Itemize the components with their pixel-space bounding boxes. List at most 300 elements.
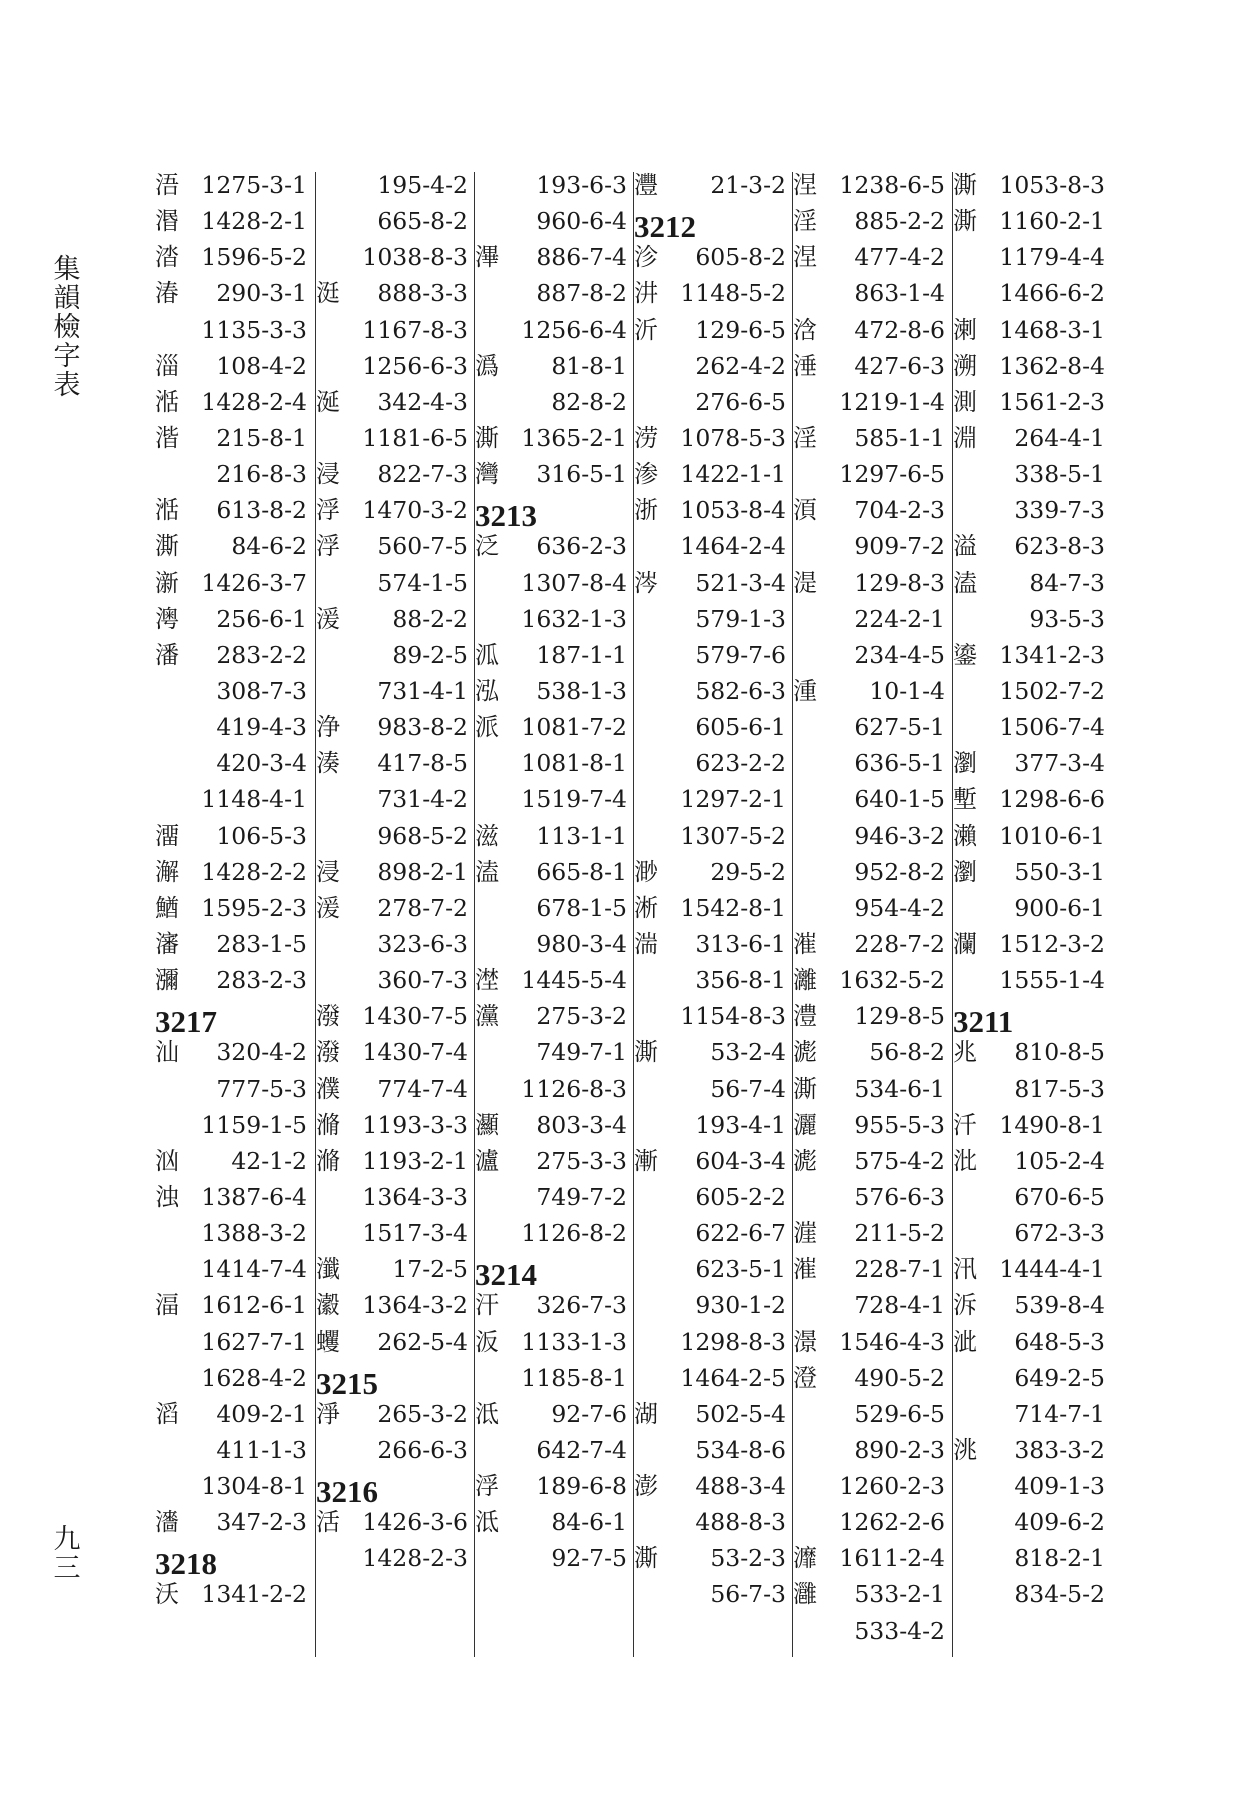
index-entry: [634, 780, 786, 816]
entry-character: 灖: [793, 1544, 817, 1573]
entry-reference: 339-7-3: [1014, 496, 1105, 525]
entry-reference: 1595-2-3: [201, 893, 307, 922]
entry-reference: 627-5-1: [854, 713, 945, 742]
index-entry: [475, 1395, 627, 1431]
index-entry: [316, 925, 468, 961]
index-entry: [953, 817, 1105, 853]
entry-character: 渺: [634, 857, 658, 886]
index-entry: [793, 1178, 945, 1214]
entry-reference: 1148-4-1: [201, 785, 307, 814]
entry-reference: 411-1-3: [216, 1435, 307, 1464]
entry-reference: 613-8-2: [216, 496, 307, 525]
entry-character: 汛: [953, 1255, 977, 1284]
index-entry: [953, 383, 1105, 419]
entry-reference: 56-8-2: [869, 1038, 945, 1067]
entry-character: 淫: [793, 207, 817, 236]
index-entry: [155, 636, 307, 672]
entry-reference: 1490-8-1: [999, 1110, 1105, 1139]
section-header: [953, 997, 1105, 1040]
entry-character: 泜: [475, 1508, 499, 1537]
index-entry: [793, 1467, 945, 1503]
entry-reference: 42-1-2: [231, 1146, 307, 1175]
entry-reference: 1555-1-4: [999, 966, 1105, 995]
entry-reference: 670-6-5: [1014, 1182, 1105, 1211]
index-entry: [634, 1467, 786, 1503]
entry-reference: 579-1-3: [695, 604, 786, 633]
entry-character: 淨: [316, 1399, 340, 1428]
entry-character: 灑: [793, 1110, 817, 1139]
index-entry: [793, 238, 945, 274]
entry-character: 涝: [634, 423, 658, 452]
index-entry: [155, 1503, 307, 1539]
entry-character: 漄: [793, 1219, 817, 1248]
index-entry: [475, 1503, 627, 1539]
entry-reference: 228-7-2: [854, 929, 945, 958]
entry-character: 濮: [316, 1074, 340, 1103]
entry-character: 沂: [634, 315, 658, 344]
entry-character: 汫: [634, 279, 658, 308]
entry-character: 滋: [475, 821, 499, 850]
index-entry: [316, 997, 468, 1033]
entry-reference: 420-3-4: [216, 749, 307, 778]
entry-character: 滮: [793, 1038, 817, 1067]
entry-character: 泜: [475, 1399, 499, 1428]
entry-reference: 749-7-2: [536, 1182, 627, 1211]
index-entry: [634, 853, 786, 889]
index-entry: [155, 347, 307, 383]
entry-reference: 313-6-1: [695, 929, 786, 958]
index-entry: [155, 1323, 307, 1359]
entry-character: 灣: [475, 460, 499, 489]
entry-character: 兆: [953, 1038, 977, 1067]
index-entry: [634, 1575, 786, 1611]
entry-reference: 81-8-1: [551, 351, 627, 380]
index-entry: [316, 744, 468, 780]
entry-reference: 605-6-1: [695, 713, 786, 742]
index-entry: [634, 491, 786, 527]
entry-reference: 84-6-1: [551, 1508, 627, 1537]
entry-reference: 1219-1-4: [839, 387, 945, 416]
index-entry: [155, 600, 307, 636]
index-entry: [634, 1286, 786, 1322]
entry-character: 汹: [155, 1146, 179, 1175]
index-entry: [793, 455, 945, 491]
entry-character: 灉: [793, 1580, 817, 1609]
index-entry: [953, 1323, 1105, 1359]
entry-reference: 1628-4-2: [201, 1363, 307, 1392]
index-entry: [475, 1431, 627, 1467]
entry-reference: 954-4-2: [854, 893, 945, 922]
entry-reference: 427-6-3: [854, 351, 945, 380]
index-entry: [155, 202, 307, 238]
entry-character: 浯: [155, 171, 179, 199]
index-entry: [634, 527, 786, 563]
index-entry: [953, 889, 1105, 925]
index-entry: [155, 1142, 307, 1178]
entry-character: 塹: [953, 785, 977, 814]
entry-reference: 704-2-3: [854, 496, 945, 525]
entry-reference: 714-7-1: [1014, 1399, 1105, 1428]
index-entry: [793, 997, 945, 1033]
entry-character: 湏: [793, 496, 817, 525]
entry-reference: 623-5-1: [695, 1255, 786, 1284]
index-entry: [316, 1250, 468, 1286]
index-entry: [634, 636, 786, 672]
entry-reference: 129-8-5: [854, 1002, 945, 1031]
index-entry: [634, 564, 786, 600]
entry-reference: 642-7-4: [536, 1435, 627, 1464]
entry-reference: 1341-2-3: [999, 640, 1105, 669]
entry-character: 滔: [155, 1399, 179, 1428]
index-entry: [793, 311, 945, 347]
entry-character: 瀸: [316, 1255, 340, 1284]
index-entry: [793, 744, 945, 780]
entry-reference: 1193-2-1: [362, 1146, 468, 1175]
entry-character: 蠼: [316, 1327, 340, 1356]
index-entry: [793, 889, 945, 925]
index-entry: [953, 1286, 1105, 1322]
index-entry: [155, 419, 307, 455]
entry-reference: 275-3-3: [536, 1146, 627, 1175]
index-entry: [475, 564, 627, 600]
entry-reference: 262-5-4: [377, 1327, 468, 1356]
entry-character: 涅: [793, 171, 817, 199]
entry-reference: 320-4-2: [216, 1038, 307, 1067]
entry-character: 瀰: [155, 966, 179, 995]
entry-reference: 1422-1-1: [680, 460, 786, 489]
entry-reference: 649-2-5: [1014, 1363, 1105, 1392]
index-entry: [316, 1395, 468, 1431]
entry-reference: 10-1-4: [869, 676, 945, 705]
entry-reference: 1081-7-2: [521, 713, 627, 742]
entry-character: 湜: [793, 568, 817, 597]
index-entry: [155, 1033, 307, 1069]
index-entry: [475, 238, 627, 274]
entry-character: 澎: [634, 1472, 658, 1501]
entry-reference: 1167-8-3: [362, 315, 468, 344]
entry-reference: 534-8-6: [695, 1435, 786, 1464]
index-entry: [155, 564, 307, 600]
index-entry: [475, 708, 627, 744]
entry-reference: 574-1-5: [377, 568, 468, 597]
index-entry: [475, 1323, 627, 1359]
index-entry: [793, 1359, 945, 1395]
index-entry: [953, 274, 1105, 310]
entry-character: 瀫: [316, 1291, 340, 1320]
index-entry: [316, 1539, 468, 1575]
entry-reference: 265-3-2: [377, 1399, 468, 1428]
index-entry: [316, 853, 468, 889]
index-entry: [316, 1323, 468, 1359]
index-entry: [793, 527, 945, 563]
entry-reference: 1307-5-2: [680, 821, 786, 850]
entry-reference: 342-4-3: [377, 387, 468, 416]
entry-reference: 1275-3-1: [201, 171, 307, 199]
entry-reference: 731-4-1: [377, 676, 468, 705]
index-entry: [634, 1323, 786, 1359]
entry-character: 鎏: [953, 640, 977, 669]
index-entry: [475, 383, 627, 419]
index-entry: [475, 780, 627, 816]
entry-reference: 521-3-4: [695, 568, 786, 597]
entry-reference: 360-7-3: [377, 966, 468, 995]
entry-character: 浛: [793, 315, 817, 344]
entry-character: 沘: [953, 1146, 977, 1175]
index-entry: [155, 925, 307, 961]
index-entry: [155, 1178, 307, 1214]
entry-reference: 1632-5-2: [839, 966, 945, 995]
entry-reference: 419-4-3: [216, 713, 307, 742]
index-entry: [634, 1106, 786, 1142]
entry-character: 浄: [316, 713, 340, 742]
index-entry: [155, 1359, 307, 1395]
entry-reference: 585-1-1: [854, 423, 945, 452]
index-entry: [953, 1467, 1105, 1503]
entry-character: 湉: [155, 496, 179, 525]
entry-reference: 1387-6-4: [201, 1182, 307, 1211]
entry-reference: 1388-3-2: [201, 1219, 307, 1248]
index-entry: [475, 1286, 627, 1322]
index-entry: [793, 1142, 945, 1178]
index-entry: [316, 817, 468, 853]
entry-reference: 108-4-2: [216, 351, 307, 380]
entry-character: 活: [316, 1508, 340, 1537]
entry-reference: 215-8-1: [216, 423, 307, 452]
section-header: [475, 491, 627, 534]
index-entry: [793, 672, 945, 708]
index-entry: [793, 166, 945, 202]
index-entry: [953, 1431, 1105, 1467]
entry-reference: 1612-6-1: [201, 1291, 307, 1320]
index-entry: [634, 1142, 786, 1178]
side-title: 集韻檢字表: [53, 254, 81, 401]
entry-character: 潘: [155, 640, 179, 669]
index-entry: [953, 1033, 1105, 1069]
index-entry: [316, 383, 468, 419]
entry-reference: 383-3-2: [1014, 1435, 1105, 1464]
index-entry: [634, 1214, 786, 1250]
entry-reference: 193-4-1: [695, 1110, 786, 1139]
entry-reference: 409-1-3: [1014, 1472, 1105, 1501]
entry-reference: 308-7-3: [216, 676, 307, 705]
entry-character: 測: [953, 387, 977, 416]
entry-character: 洮: [953, 1435, 977, 1464]
entry-reference: 234-4-5: [854, 640, 945, 669]
entry-reference: 1414-7-4: [201, 1255, 307, 1284]
entry-character: 湲: [316, 604, 340, 633]
entry-reference: 1611-2-4: [839, 1544, 945, 1573]
entry-character: 湍: [634, 929, 658, 958]
entry-character: 灙: [475, 1002, 499, 1031]
entry-reference: 488-3-4: [695, 1472, 786, 1501]
entry-character: 泝: [953, 1291, 977, 1320]
entry-reference: 623-8-3: [1014, 532, 1105, 561]
index-entry: [953, 1214, 1105, 1250]
index-entry: [793, 1214, 945, 1250]
index-entry: [475, 1359, 627, 1395]
entry-reference: 377-3-4: [1014, 749, 1105, 778]
entry-reference: 888-3-3: [377, 279, 468, 308]
index-entry: [953, 961, 1105, 997]
index-entry: [475, 419, 627, 455]
index-entry: [793, 1286, 945, 1322]
entry-reference: 266-6-3: [377, 1435, 468, 1464]
page-number: 九三: [53, 1524, 81, 1584]
index-entry: [316, 889, 468, 925]
index-entry: [634, 1395, 786, 1431]
index-column-5: [793, 166, 945, 1648]
entry-reference: 538-1-3: [536, 676, 627, 705]
entry-character: 湉: [155, 387, 179, 416]
entry-character: 漸: [634, 1146, 658, 1175]
index-entry: [475, 744, 627, 780]
index-entry: [475, 347, 627, 383]
entry-character: 澄: [793, 1363, 817, 1392]
entry-reference: 264-4-1: [1014, 423, 1105, 452]
index-entry: [475, 1033, 627, 1069]
index-entry: [953, 1178, 1105, 1214]
entry-character: 湷: [155, 279, 179, 308]
index-entry: [475, 274, 627, 310]
entry-reference: 275-3-2: [536, 1002, 627, 1031]
entry-reference: 1428-2-1: [201, 207, 307, 236]
entry-reference: 316-5-1: [536, 460, 627, 489]
entry-reference: 195-4-2: [377, 171, 468, 199]
entry-reference: 960-6-4: [536, 207, 627, 236]
entry-reference: 1464-2-4: [680, 532, 786, 561]
entry-reference: 89-2-5: [392, 640, 468, 669]
index-entry: [953, 1395, 1105, 1431]
index-entry: [155, 455, 307, 491]
entry-reference: 256-6-1: [216, 604, 307, 633]
entry-character: 涎: [316, 387, 340, 416]
index-entry: [316, 961, 468, 997]
section-number: 3214: [475, 1257, 537, 1293]
index-entry: [155, 274, 307, 310]
index-entry: [316, 1033, 468, 1069]
entry-reference: 1298-8-3: [680, 1327, 786, 1356]
entry-reference: 1081-8-1: [521, 749, 627, 778]
entry-reference: 886-7-4: [536, 243, 627, 272]
entry-reference: 1362-8-4: [999, 351, 1105, 380]
entry-reference: 817-5-3: [1014, 1074, 1105, 1103]
entry-reference: 193-6-3: [536, 171, 627, 199]
index-entry: [316, 636, 468, 672]
entry-reference: 1260-2-3: [839, 1472, 945, 1501]
entry-reference: 1297-6-5: [839, 460, 945, 489]
entry-reference: 983-8-2: [377, 713, 468, 742]
entry-character: 澌: [953, 171, 977, 199]
entry-reference: 1179-4-4: [999, 243, 1105, 272]
entry-character: 湖: [634, 1399, 658, 1428]
entry-reference: 92-7-5: [551, 1544, 627, 1573]
entry-reference: 539-8-4: [1014, 1291, 1105, 1320]
index-entry: [793, 1503, 945, 1539]
entry-reference: 1426-3-6: [362, 1508, 468, 1537]
index-entry: [793, 1070, 945, 1106]
entry-character: 澌: [793, 1074, 817, 1103]
entry-character: 溘: [475, 857, 499, 886]
entry-reference: 417-8-5: [377, 749, 468, 778]
index-entry: [634, 166, 786, 202]
entry-reference: 1038-8-3: [362, 243, 468, 272]
entry-reference: 810-8-5: [1014, 1038, 1105, 1067]
entry-reference: 88-2-2: [392, 604, 468, 633]
index-entry: [793, 1431, 945, 1467]
entry-character: 澌: [634, 1038, 658, 1067]
index-entry: [316, 1431, 468, 1467]
entry-reference: 1154-8-3: [680, 1002, 786, 1031]
entry-reference: 283-2-2: [216, 640, 307, 669]
entry-reference: 930-1-2: [695, 1291, 786, 1320]
index-entry: [155, 1431, 307, 1467]
entry-reference: 84-7-3: [1029, 568, 1105, 597]
section-header: [155, 997, 307, 1040]
entry-reference: 550-3-1: [1014, 857, 1105, 886]
entry-character: 澚: [155, 604, 179, 633]
entry-reference: 582-6-3: [695, 676, 786, 705]
entry-character: 沴: [634, 243, 658, 272]
entry-character: 浙: [634, 496, 658, 525]
index-entry: [953, 1575, 1105, 1611]
entry-reference: 579-7-6: [695, 640, 786, 669]
entry-reference: 622-6-7: [695, 1219, 786, 1248]
index-entry: [953, 347, 1105, 383]
entry-reference: 604-3-4: [695, 1146, 786, 1175]
entry-reference: 822-7-3: [377, 460, 468, 489]
entry-character: 浮: [316, 496, 340, 525]
index-entry: [793, 274, 945, 310]
entry-reference: 211-5-2: [854, 1219, 945, 1248]
index-entry: [634, 1539, 786, 1575]
index-entry: [316, 1503, 468, 1539]
entry-reference: 818-2-1: [1014, 1544, 1105, 1573]
index-entry: [953, 202, 1105, 238]
entry-reference: 678-1-5: [536, 893, 627, 922]
entry-character: 澌: [634, 1544, 658, 1573]
index-entry: [953, 672, 1105, 708]
index-entry: [316, 1214, 468, 1250]
index-entry: [953, 1070, 1105, 1106]
entry-reference: 575-4-2: [854, 1146, 945, 1175]
entry-reference: 605-8-2: [695, 243, 786, 272]
entry-reference: 1126-8-3: [521, 1074, 627, 1103]
index-entry: [155, 383, 307, 419]
entry-reference: 56-7-4: [710, 1074, 786, 1103]
entry-reference: 53-2-3: [710, 1544, 786, 1573]
index-entry: [793, 491, 945, 527]
entry-reference: 777-5-3: [216, 1074, 307, 1103]
section-header: [316, 1359, 468, 1401]
entry-character: 漼: [793, 929, 817, 958]
entry-reference: 1185-8-1: [521, 1363, 627, 1392]
entry-reference: 1238-6-5: [839, 171, 945, 199]
entry-character: 澌: [475, 423, 499, 452]
entry-reference: 672-3-3: [1014, 1219, 1105, 1248]
index-entry: [634, 1250, 786, 1286]
entry-reference: 1181-6-5: [362, 423, 468, 452]
index-entry: [316, 1070, 468, 1106]
index-entry: [634, 311, 786, 347]
entry-reference: 534-6-1: [854, 1074, 945, 1103]
index-entry: [316, 564, 468, 600]
index-entry: [155, 708, 307, 744]
index-entry: [953, 1142, 1105, 1178]
entry-reference: 1304-8-1: [201, 1472, 307, 1501]
entry-reference: 92-7-6: [551, 1399, 627, 1428]
index-entry: [475, 1142, 627, 1178]
entry-reference: 113-1-1: [536, 821, 627, 850]
